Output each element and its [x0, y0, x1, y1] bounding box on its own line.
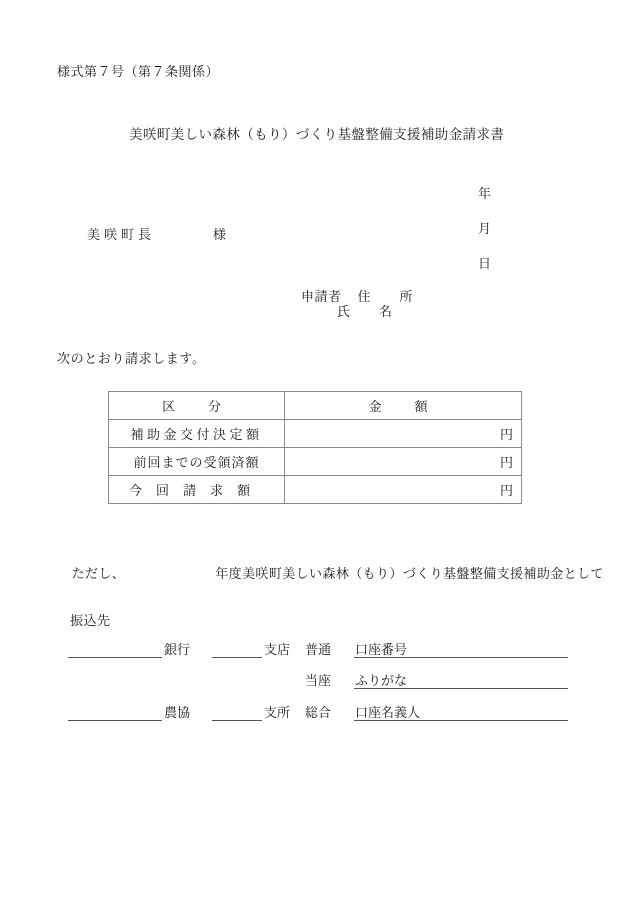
branch-name-blank-2[interactable] — [212, 702, 262, 721]
account-type-toza[interactable]: 当座 — [305, 673, 332, 688]
date-day-label: 日 — [478, 256, 492, 271]
form-number: 様式第７号（第７条関係） — [57, 64, 220, 79]
document-title: 美咲町美しい森林（もり）づくり基盤整備支援補助金請求書 — [129, 127, 505, 142]
applicant-name-label: 氏 名 — [337, 304, 401, 319]
transfer-section-title: 振込先 — [70, 613, 111, 628]
row-label-received-to-date: 前回までの受領済額 — [109, 448, 285, 476]
row-label-grant-decision: 補助金交付決定額 — [109, 420, 285, 448]
date-month-label: 月 — [478, 221, 492, 236]
row-unit-received-to-date[interactable]: 円 — [285, 448, 522, 476]
account-number-label: 口座番号 — [355, 642, 408, 657]
applicant-address-label: 住 所 — [357, 289, 421, 304]
header-category: 区 分 — [109, 392, 285, 420]
furigana-label: ふりがな — [355, 673, 408, 688]
branch-suffix-2: 支所 — [264, 705, 291, 720]
table-row — [109, 476, 522, 504]
addressee-suffix: 様 — [213, 227, 227, 242]
applicant-label: 申請者 — [301, 289, 342, 304]
row-label-current-claim: 今回請求額 — [109, 476, 285, 504]
bank-name-blank-2[interactable] — [68, 702, 162, 721]
row-unit-current-claim[interactable]: 円 — [285, 476, 522, 504]
row-unit-grant-decision[interactable]: 円 — [285, 420, 522, 448]
account-type-futsu[interactable]: 普通 — [305, 642, 332, 657]
table-header-row — [109, 392, 522, 420]
header-amount: 金 額 — [285, 392, 522, 420]
date-year-label: 年 — [478, 186, 492, 201]
lead-sentence: 次のとおり請求します。 — [57, 351, 206, 366]
account-holder-label: 口座名義人 — [355, 705, 421, 720]
date-line — [463, 167, 504, 288]
bank-suffix-2: 農協 — [164, 705, 191, 720]
table-row — [109, 420, 522, 448]
note-text: 年度美咲町美しい森林（もり）づくり基盤整備支援補助金として — [215, 566, 604, 581]
branch-name-blank-1[interactable] — [212, 639, 262, 658]
account-type-sogo[interactable]: 総合 — [305, 705, 332, 720]
bank-name-blank-1[interactable] — [68, 639, 162, 658]
addressee-name: 美咲町長 — [87, 227, 156, 242]
note-prefix: ただし、 — [71, 566, 126, 581]
addressee-line — [74, 208, 226, 259]
note-line — [57, 547, 604, 598]
branch-suffix-1: 支店 — [264, 642, 291, 657]
bank-suffix-1: 銀行 — [164, 642, 191, 657]
table-row — [109, 448, 522, 476]
amount-table — [108, 391, 522, 504]
